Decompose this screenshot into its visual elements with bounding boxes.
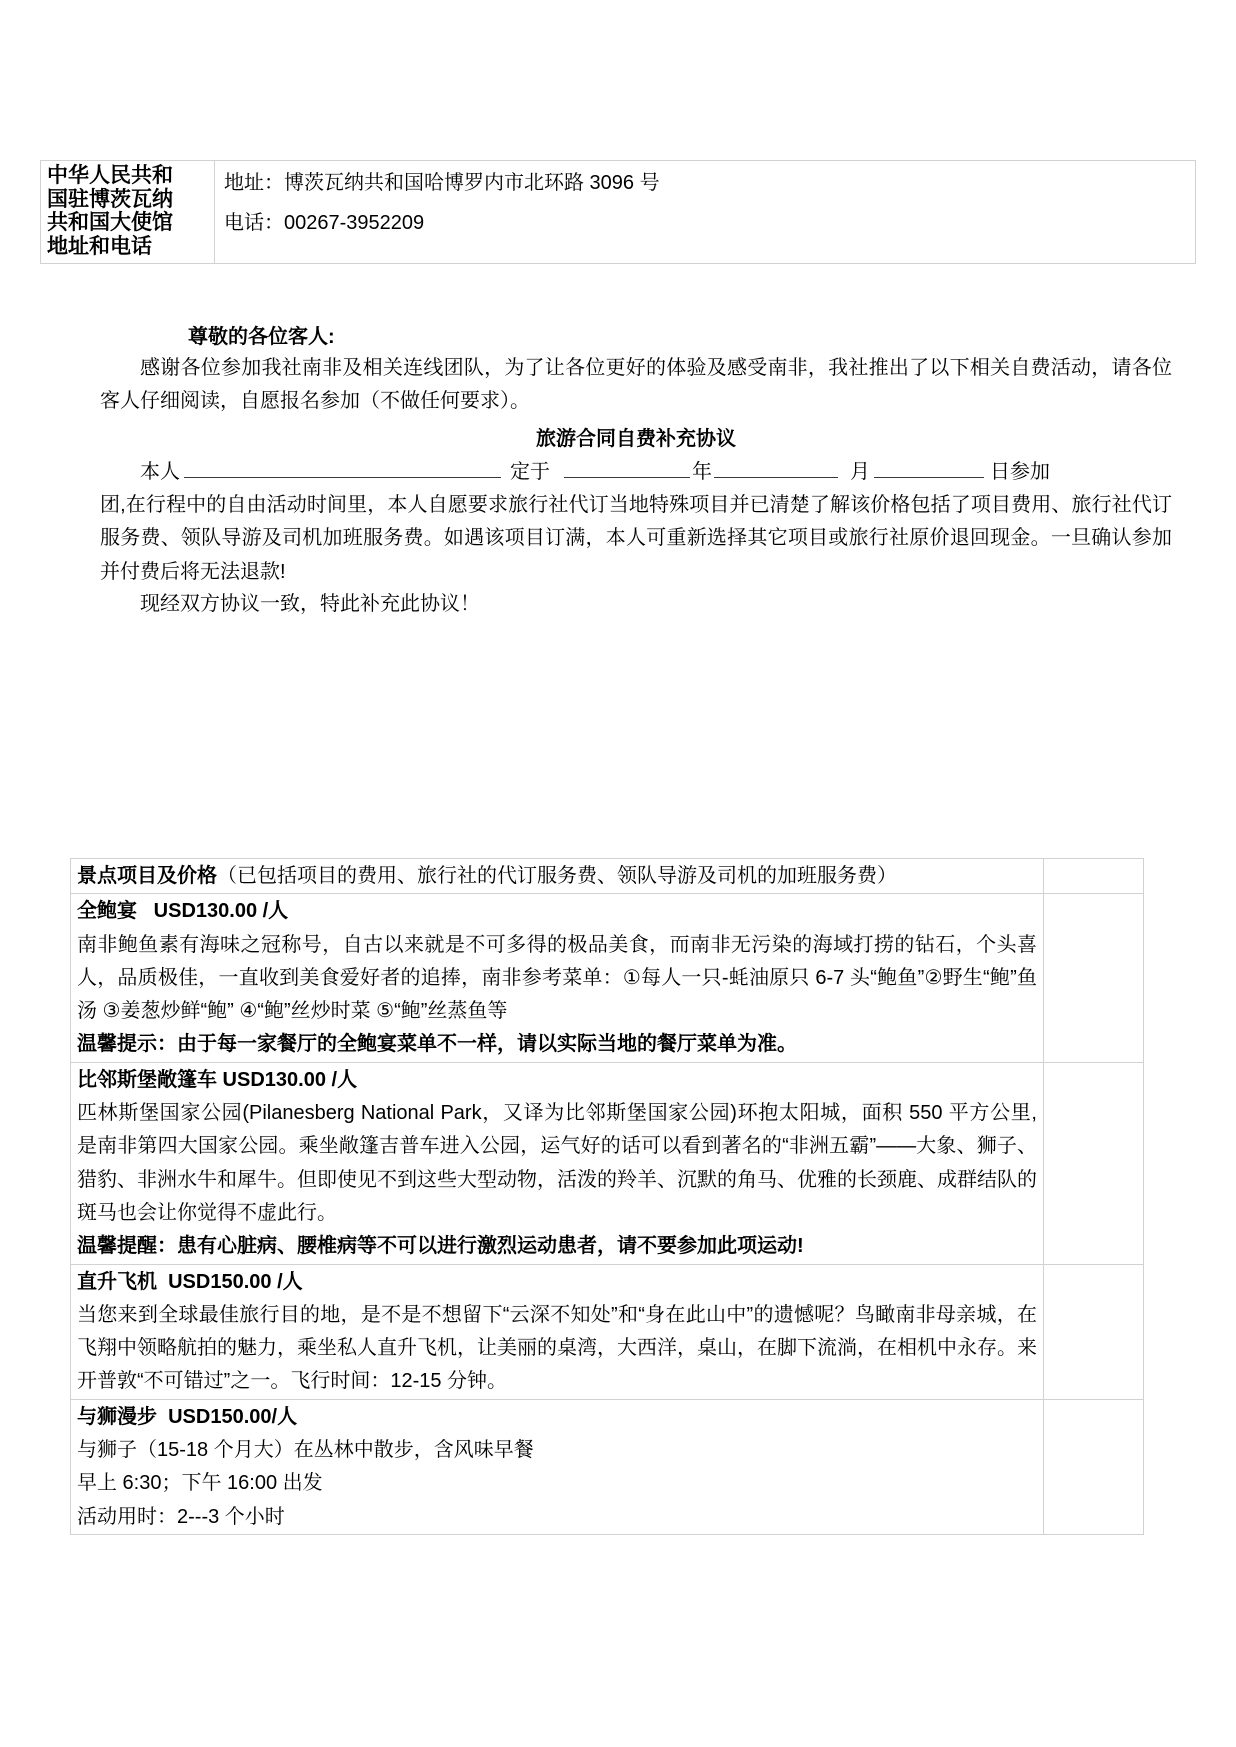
abalone-cell [71, 894, 1044, 1062]
embassy-info-cell [215, 161, 1196, 264]
embassy-phone: 电话：00267-3952209 [224, 212, 425, 234]
helicopter-description: 当您来到全球最佳旅行目的地，是不是不想留下“云深不知处”和“身在此山中”的遗憾呢？鸟瞰南非母亲城，在飞翔中领略航拍的魅力，乘坐私人直升飞机，让美丽的桌湾，大西洋，桌山，在脚下流淌，在相机中永存。来开普敦“不可错过”之一。飞行时间：12-15 分钟。 [77, 1303, 1037, 1393]
price-row-helicopter [71, 1264, 1144, 1399]
agreement-close: 现经双方协议一致，特此补充此协议！ [140, 593, 480, 615]
price-row-pilanesberg [71, 1062, 1144, 1264]
side-cell [1044, 894, 1144, 1062]
helicopter-title: 直升飞机 USD150.00 /人 [77, 1270, 303, 1293]
fill-label-name: 本人 [140, 461, 180, 483]
side-cell [1044, 1399, 1144, 1534]
agreement-title: 旅游合同自费补充协议 [536, 428, 736, 450]
fill-label-dingyu: 定于 [510, 461, 550, 483]
price-table-header-row [71, 859, 1144, 894]
fill-label-day: 日参加 [990, 461, 1050, 483]
lion-walk-line-2: 早上 6:30；下午 16:00 出发 [77, 1472, 323, 1495]
price-row-abalone [71, 894, 1144, 1062]
abalone-description: 南非鲍鱼素有海味之冠称号，自古以来就是不可多得的极品美食，而南非无污染的海域打捞的钻石，个头喜人，品质极佳，一直收到美食爱好者的追捧，南非参考菜单：①每人一只-蚝油原只 6-7 头“鲍鱼”②野生“鲍”鱼汤 ③姜葱炒鲜“鲍” ④“鲍”丝炒时菜 ⑤“鲍”丝蒸鱼等 [77, 933, 1037, 1023]
side-cell [1044, 1062, 1144, 1264]
fill-label-month: 月 [850, 461, 870, 483]
pilanesberg-title: 比邻斯堡敞篷车 USD130.00 /人 [77, 1068, 358, 1091]
year-blank-underline [564, 473, 690, 478]
salutation: 尊敬的各位客人: [188, 326, 335, 348]
fill-in-line [100, 456, 1210, 489]
side-cell [1044, 859, 1144, 894]
header-subtitle: （已包括项目的费用、旅行社的代订服务费、领队导游及司机的加班服务费） [217, 865, 897, 887]
abalone-title: 全鲍宴 USD130.00 /人 [77, 900, 289, 923]
helicopter-cell [71, 1264, 1044, 1399]
embassy-row [41, 161, 1196, 264]
lion-walk-line-1: 与狮子（15-18 个月大）在丛林中散步，含风味早餐 [77, 1439, 534, 1462]
embassy-label-cell [41, 161, 215, 264]
day-blank-underline [874, 473, 984, 478]
lion-walk-cell [71, 1399, 1044, 1534]
name-blank-underline [184, 473, 501, 478]
price-table-header-cell [71, 859, 1044, 894]
fill-label-year: 年 [692, 461, 712, 483]
lion-walk-title: 与狮漫步 USD150.00/人 [77, 1405, 298, 1428]
price-table-header [77, 860, 1037, 893]
abalone-notice: 温馨提示：由于每一家餐厅的全鲍宴菜单不一样，请以实际当地的餐厅菜单为准。 [77, 1033, 797, 1056]
side-cell [1044, 1264, 1144, 1399]
lion-walk-line-3: 活动用时：2---3 个小时 [77, 1505, 285, 1528]
pilanesberg-notice: 温馨提醒：患有心脏病、腰椎病等不可以进行激烈运动患者，请不要参加此项运动! [77, 1235, 804, 1258]
header-title: 景点项目及价格 [77, 865, 217, 887]
pilanesberg-cell [71, 1062, 1044, 1264]
price-table [70, 858, 1144, 1535]
price-row-lion-walk [71, 1399, 1144, 1534]
intro-paragraph: 感谢各位参加我社南非及相关连线团队，为了让各位更好的体验及感受南非，我社推出了以下相关自费活动，请各位客人仔细阅读，自愿报名参加（不做任何要求）。 [100, 357, 1172, 413]
embassy-info-table [40, 160, 1196, 264]
agreement-body: 团,在行程中的自由活动时间里，本人自愿要求旅行社代订当地特殊项目并已清楚了解该价格包括了项目费用、旅行社代订服务费、领队导游及司机加班服务费。如遇该项目订满，本人可重新选择其它项目或旅行社原价退回现金。一旦确认参加并付费后将无法退款! [100, 494, 1172, 583]
embassy-label: 中华人民共和国驻博茨瓦纳共和国大使馆地址和电话 [47, 164, 173, 258]
embassy-address: 地址：博茨瓦纳共和国哈博罗内市北环路 3096 号 [224, 172, 660, 194]
month-blank-underline [714, 473, 838, 478]
pilanesberg-description: 匹林斯堡国家公园(Pilanesberg National Park，又译为比邻斯堡国家公园)环抱太阳城，面积 550 平方公里, 是南非第四大国家公园。乘坐敞篷吉普车进入公园，运气好的话可以看到著名的“非洲五霸”——大象、狮子、猎豹、非洲水牛和犀牛。但即使见不到这些大型动物，活泼的羚羊、沉默的角马、优雅的长颈鹿、成群结队的斑马也会让你觉得不虚此行。 [77, 1102, 1037, 1224]
